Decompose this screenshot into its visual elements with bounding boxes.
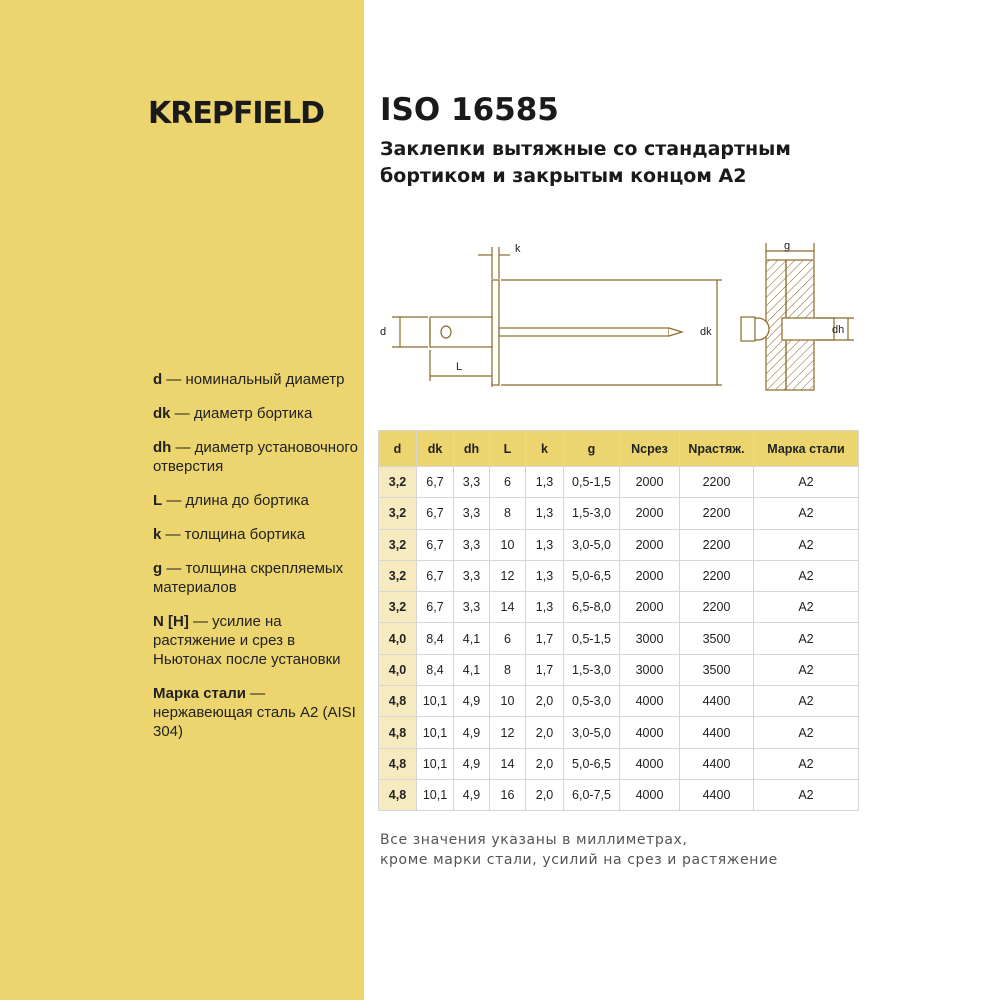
column-header: k: [526, 431, 564, 467]
table-cell: A2: [754, 592, 859, 623]
column-header: Nрастяж.: [680, 431, 754, 467]
table-cell: 8: [490, 654, 526, 685]
table-row: [379, 498, 859, 529]
table-cell: 4400: [680, 748, 754, 779]
table-cell: 0,5-3,0: [564, 686, 620, 717]
table-cell: 2,0: [526, 686, 564, 717]
dim-label-L: L: [456, 361, 463, 373]
legend-term: dk: [153, 405, 171, 422]
table-cell: 5,0-6,5: [564, 560, 620, 591]
column-header: Nсрез: [620, 431, 680, 467]
table-cell: 4,1: [454, 654, 490, 685]
table-cell: 4000: [620, 779, 680, 810]
table-cell: 1,3: [526, 529, 564, 560]
table-cell: 4,8: [379, 779, 417, 810]
table-row: [379, 717, 859, 748]
table-cell: 2000: [620, 560, 680, 591]
dim-label-dk: dk: [700, 326, 712, 338]
table-cell: 1,5-3,0: [564, 654, 620, 685]
table-cell: 4000: [620, 748, 680, 779]
dim-label-k: k: [515, 243, 521, 255]
table-cell: 3000: [620, 654, 680, 685]
footnote-line: Все значения указаны в миллиметрах,: [380, 832, 688, 848]
legend-text: — диаметр установочного отверстия: [153, 439, 358, 475]
table-cell: 2200: [680, 467, 754, 498]
rivet-installed-view: [741, 243, 854, 390]
column-header: dh: [454, 431, 490, 467]
legend-text: — нержавеющая сталь A2 (AISI 304): [153, 685, 356, 740]
legend: [153, 370, 358, 756]
table-cell: 4,8: [379, 686, 417, 717]
spec-table: [378, 430, 859, 811]
legend-item: [153, 684, 358, 741]
legend-term: d: [153, 371, 163, 388]
table-cell: 2,0: [526, 748, 564, 779]
legend-text: — толщина скрепляемых материалов: [153, 560, 344, 596]
table-cell: 4400: [680, 779, 754, 810]
table-cell: A2: [754, 717, 859, 748]
table-cell: 1,7: [526, 623, 564, 654]
table-cell: 1,7: [526, 654, 564, 685]
table-cell: 6,7: [417, 592, 454, 623]
table-cell: 3,3: [454, 467, 490, 498]
page-subtitle: [380, 136, 880, 190]
table-cell: 4000: [620, 717, 680, 748]
rivet-side-view: [392, 247, 722, 387]
table-cell: 2000: [620, 592, 680, 623]
table-row: [379, 592, 859, 623]
table-cell: 3500: [680, 623, 754, 654]
table-cell: 12: [490, 560, 526, 591]
table-cell: 10: [490, 686, 526, 717]
table-cell: 3,3: [454, 498, 490, 529]
legend-item: [153, 404, 358, 423]
table-cell: 6,0-7,5: [564, 779, 620, 810]
table-cell: 12: [490, 717, 526, 748]
dim-label-g: g: [784, 240, 791, 252]
table-cell: A2: [754, 529, 859, 560]
table-cell: 3,2: [379, 498, 417, 529]
legend-text: — диаметр бортика: [170, 405, 313, 422]
table-cell: 10: [490, 529, 526, 560]
table-cell: A2: [754, 623, 859, 654]
legend-text: — номинальный диаметр: [162, 371, 345, 388]
table-cell: 4,9: [454, 686, 490, 717]
table-cell: 10,1: [417, 686, 454, 717]
table-cell: A2: [754, 467, 859, 498]
table-cell: A2: [754, 779, 859, 810]
table-cell: 8: [490, 498, 526, 529]
table-row: [379, 686, 859, 717]
table-cell: 10,1: [417, 717, 454, 748]
table-cell: 6,7: [417, 467, 454, 498]
table-cell: 16: [490, 779, 526, 810]
table-cell: 6,7: [417, 498, 454, 529]
column-header: dk: [417, 431, 454, 467]
table-cell: 4,9: [454, 717, 490, 748]
legend-term: dh: [153, 439, 172, 456]
table-cell: 1,3: [526, 498, 564, 529]
table-cell: 3,2: [379, 560, 417, 591]
table-row: [379, 654, 859, 685]
table-cell: A2: [754, 654, 859, 685]
table-cell: 3,0-5,0: [564, 717, 620, 748]
table-cell: 6,5-8,0: [564, 592, 620, 623]
footnote-line: кроме марки стали, усилий на срез и растяжение: [380, 852, 778, 868]
table-cell: 3,2: [379, 467, 417, 498]
table-cell: 1,3: [526, 592, 564, 623]
legend-term: Марка стали: [153, 685, 246, 702]
footnote: [380, 830, 778, 870]
table-cell: 0,5-1,5: [564, 467, 620, 498]
table-cell: 4400: [680, 717, 754, 748]
legend-item: [153, 491, 358, 510]
table-cell: 4,9: [454, 748, 490, 779]
dim-label-d: d: [380, 326, 387, 338]
table-header-row: [379, 431, 859, 467]
column-header: d: [379, 431, 417, 467]
table-row: [379, 779, 859, 810]
table-cell: 3,3: [454, 560, 490, 591]
table-cell: 0,5-1,5: [564, 623, 620, 654]
table-cell: A2: [754, 686, 859, 717]
table-cell: 14: [490, 592, 526, 623]
table-cell: 4,0: [379, 623, 417, 654]
legend-term: N [H]: [153, 613, 189, 630]
table-cell: 4,8: [379, 748, 417, 779]
table-cell: 3,0-5,0: [564, 529, 620, 560]
table-cell: 6: [490, 623, 526, 654]
subtitle-line: Заклепки вытяжные со стандартным: [380, 138, 791, 160]
table-cell: 2200: [680, 560, 754, 591]
legend-item: [153, 525, 358, 544]
legend-term: k: [153, 526, 162, 543]
table-row: [379, 467, 859, 498]
table-row: [379, 529, 859, 560]
table-row: [379, 560, 859, 591]
table-cell: 3500: [680, 654, 754, 685]
column-header: Марка стали: [754, 431, 859, 467]
table-cell: 2000: [620, 498, 680, 529]
table-cell: 4,1: [454, 623, 490, 654]
column-header: g: [564, 431, 620, 467]
legend-item: [153, 612, 358, 669]
table-cell: 2000: [620, 529, 680, 560]
table-cell: A2: [754, 498, 859, 529]
legend-term: L: [153, 492, 163, 509]
table-cell: 1,3: [526, 560, 564, 591]
table-cell: 1,3: [526, 467, 564, 498]
rivet-technical-drawing: [370, 235, 870, 415]
dim-label-dh: dh: [832, 324, 845, 336]
legend-text: — длина до бортика: [162, 492, 309, 509]
legend-text: — усилие на растяжение и срез в Ньютонах после установки: [153, 613, 341, 668]
table-cell: 3,3: [454, 529, 490, 560]
page-title: ISO 16585: [380, 92, 559, 128]
table-cell: 5,0-6,5: [564, 748, 620, 779]
table-cell: 4000: [620, 686, 680, 717]
legend-item: [153, 438, 358, 476]
subtitle-line: бортиком и закрытым концом A2: [380, 165, 747, 187]
table-body: [379, 467, 859, 811]
table-cell: 4400: [680, 686, 754, 717]
table-cell: 3,3: [454, 592, 490, 623]
table-cell: 6,7: [417, 560, 454, 591]
table-cell: 2,0: [526, 779, 564, 810]
table-cell: 8,4: [417, 654, 454, 685]
brand-logo: KREPFIELD: [148, 96, 324, 131]
table-cell: 8,4: [417, 623, 454, 654]
table-cell: 2200: [680, 529, 754, 560]
table-cell: 4,0: [379, 654, 417, 685]
table-cell: 6: [490, 467, 526, 498]
table-cell: 14: [490, 748, 526, 779]
table-cell: 2000: [620, 467, 680, 498]
table-cell: 3,2: [379, 592, 417, 623]
table-cell: 4,9: [454, 779, 490, 810]
table-row: [379, 748, 859, 779]
table-cell: A2: [754, 560, 859, 591]
legend-text: — толщина бортика: [161, 526, 306, 543]
column-header: L: [490, 431, 526, 467]
table-row: [379, 623, 859, 654]
table-cell: 4,8: [379, 717, 417, 748]
table-cell: 3000: [620, 623, 680, 654]
table-cell: 3,2: [379, 529, 417, 560]
table-cell: 1,5-3,0: [564, 498, 620, 529]
table-cell: 2200: [680, 498, 754, 529]
table-cell: 10,1: [417, 779, 454, 810]
table-cell: 2200: [680, 592, 754, 623]
table-cell: 6,7: [417, 529, 454, 560]
legend-term: g: [153, 560, 163, 577]
legend-item: [153, 370, 358, 389]
table-cell: 2,0: [526, 717, 564, 748]
table-cell: 10,1: [417, 748, 454, 779]
legend-item: [153, 559, 358, 597]
table-cell: A2: [754, 748, 859, 779]
